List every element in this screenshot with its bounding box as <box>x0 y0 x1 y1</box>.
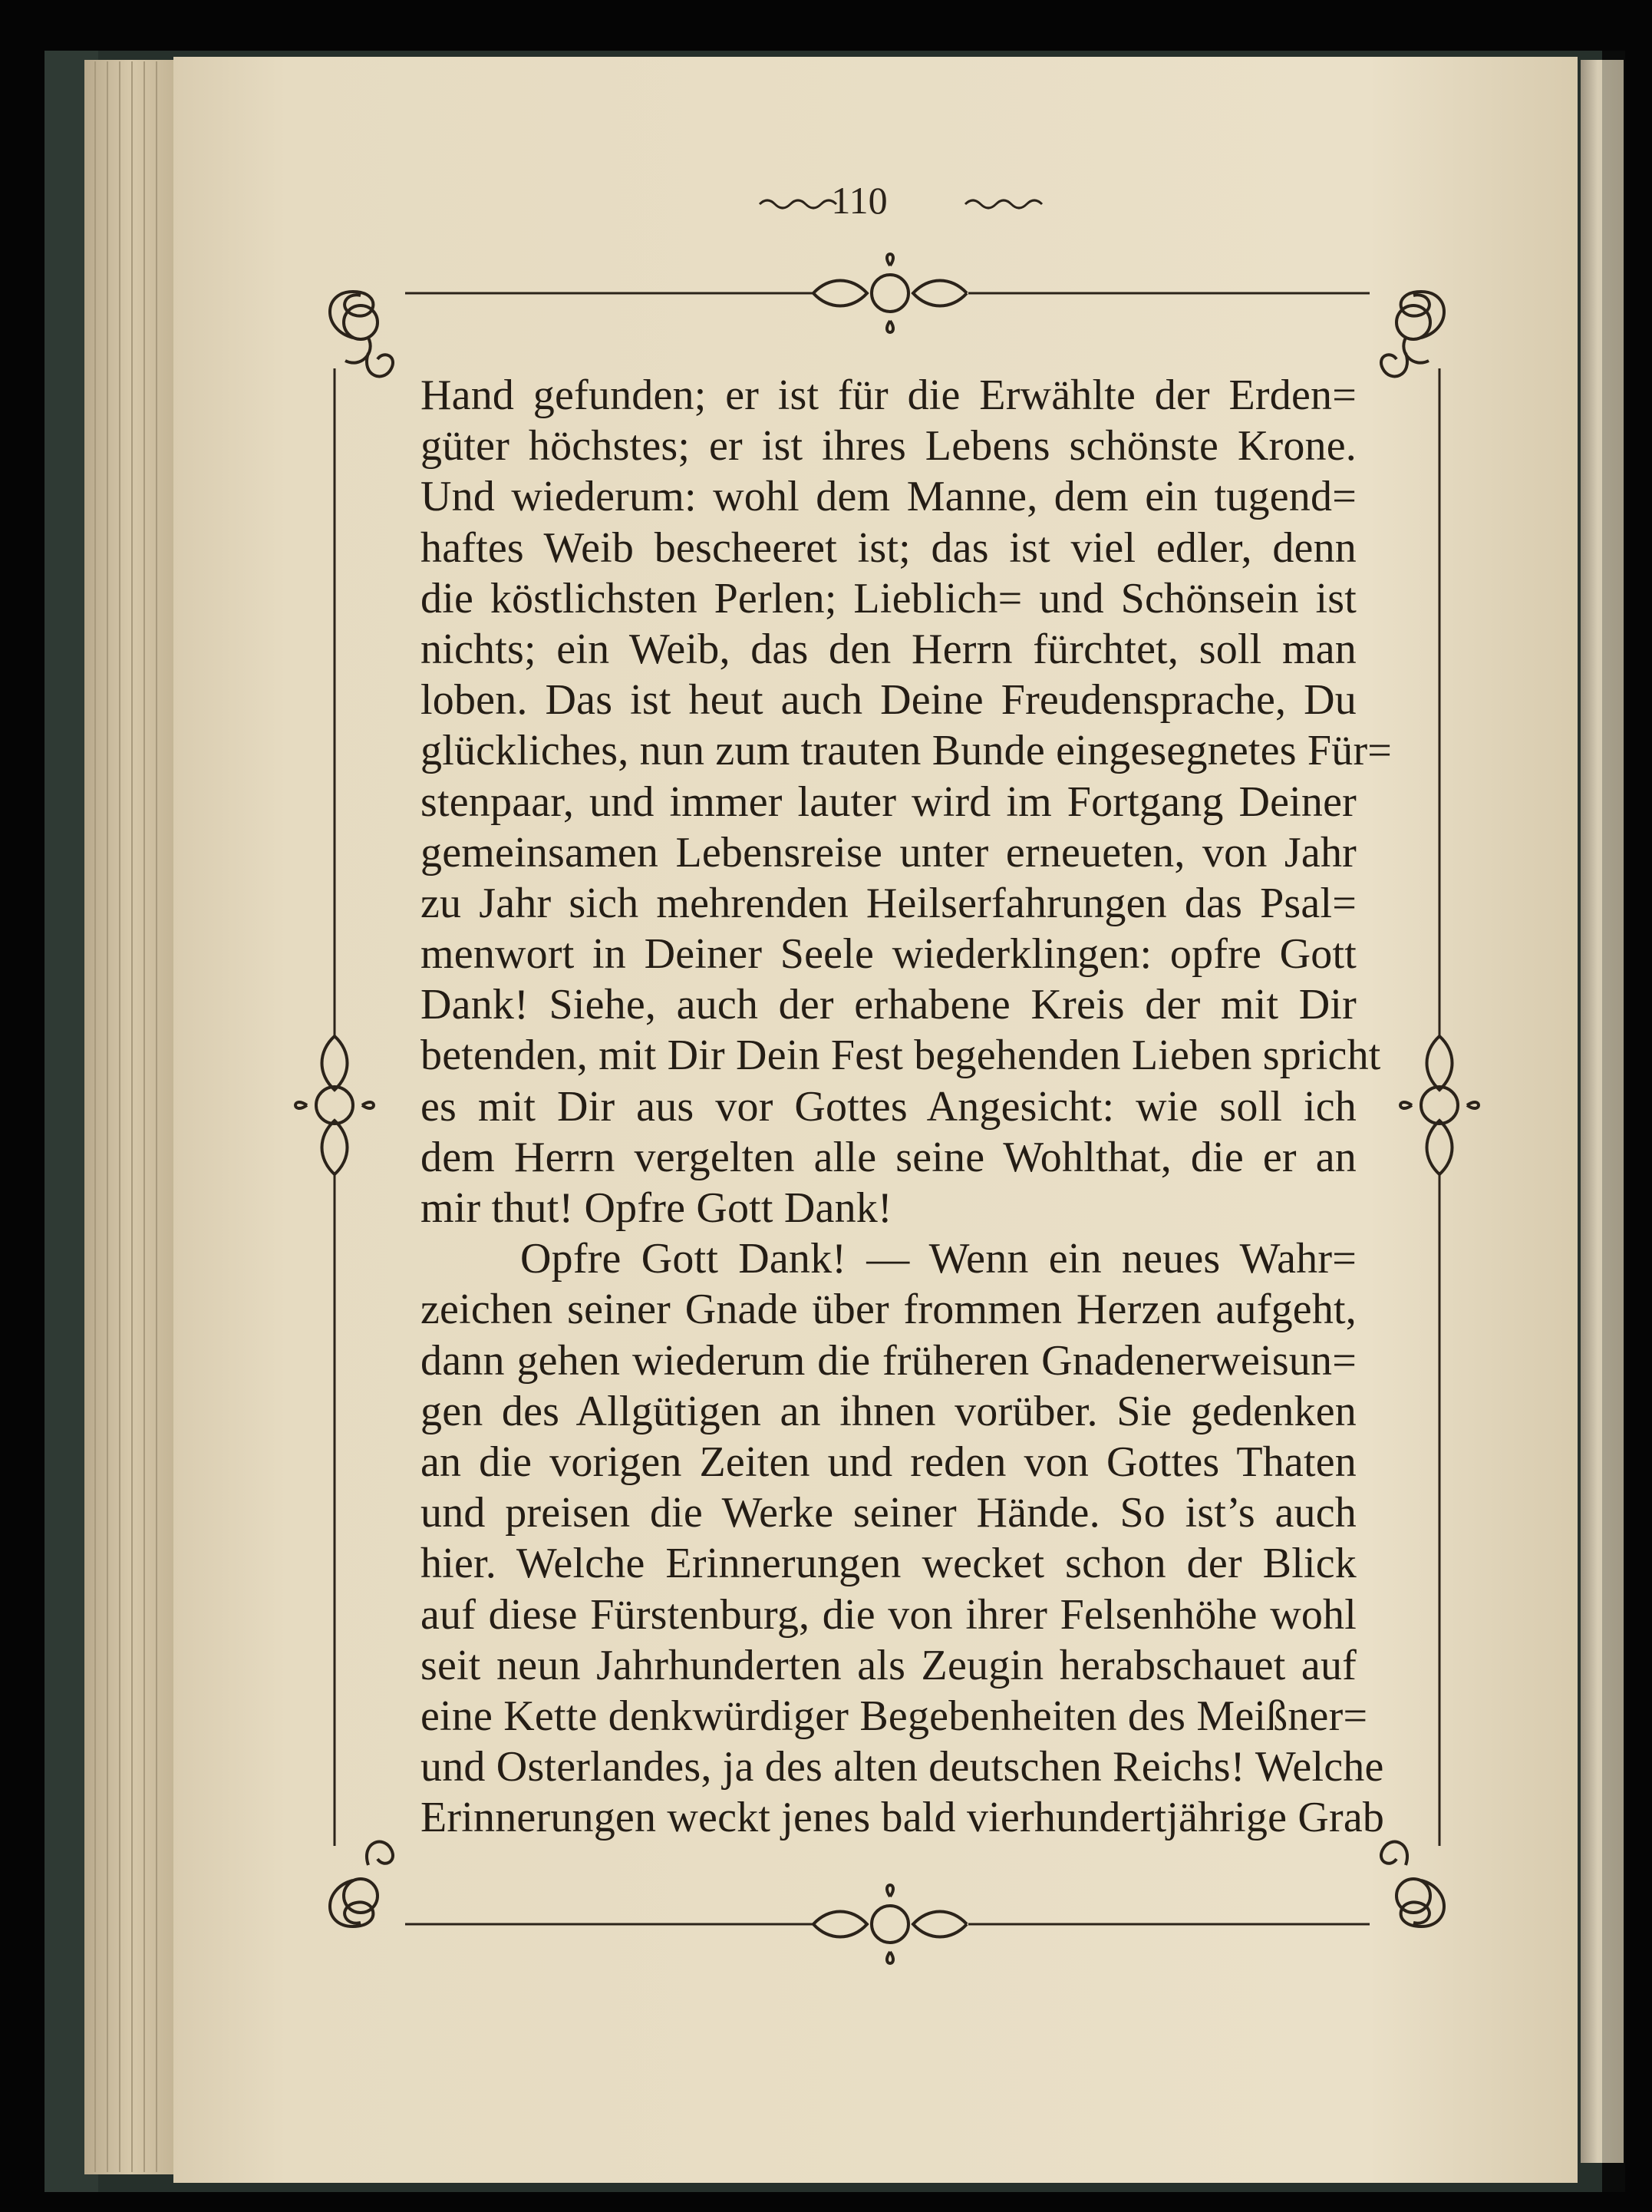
text-line: gemeinsamen Lebensreise unter erneueten, von Jahr <box>420 828 1357 877</box>
text-line: und Osterlandes, ja des alten deutschen Reichs! Welche <box>420 1743 1384 1791</box>
text-line: Erinnerungen weckt jenes bald vierhundertjährige Grab <box>420 1794 1385 1842</box>
text-line: eine Kette denkwürdiger Begebenheiten des Meißner= <box>420 1692 1368 1740</box>
text-line: Hand gefunden; er ist für die Erwählte der Erden= <box>420 371 1357 419</box>
text-line: und preisen die Werke seiner Hände. So ist’s auch <box>420 1489 1357 1537</box>
text-line: stenpaar, und immer lauter wird im Fortgang Deiner <box>420 778 1357 826</box>
text-line: gen des Allgütigen an ihnen vorüber. Sie gedenken <box>420 1387 1357 1435</box>
text-line: güter höchstes; er ist ihres Lebens schönste Krone. <box>420 422 1357 470</box>
page-edges <box>84 60 176 2174</box>
text-line: seit neun Jahrhunderten als Zeugin herabschauet auf <box>420 1641 1357 1689</box>
page-body-text <box>420 370 1393 1843</box>
page-number: 110 <box>831 179 888 222</box>
text-line: nichts; ein Weib, das den Herrn fürchtet, soll man <box>420 625 1357 673</box>
text-line: hier. Welche Erinnerungen wecket schon der Blick <box>420 1540 1357 1588</box>
text-line: die köstlichsten Perlen; Lieblich= und Schönsein ist <box>420 574 1357 622</box>
text-line: haftes Weib bescheeret ist; das ist viel edler, denn <box>420 523 1357 572</box>
text-line: menwort in Deiner Seele wiederklingen: opfre Gott <box>420 930 1357 979</box>
text-line: dem Herrn vergelten alle seine Wohlthat, die er an <box>420 1133 1357 1181</box>
text-line: Und wiederum: wohl dem Manne, dem ein tugend= <box>420 473 1357 521</box>
text-line: zu Jahr sich mehrenden Heilserfahrungen das Psal= <box>420 879 1357 927</box>
text-line: loben. Das ist heut auch Deine Freudensprache, Du <box>420 676 1357 725</box>
text-line: auf diese Fürstenburg, die von ihrer Felsenhöhe wohl <box>420 1590 1357 1639</box>
text-line: Dank! Siehe, auch der erhabene Kreis der mit Dir <box>420 981 1357 1029</box>
text-line: glückliches, nun zum trauten Bunde eingesegnetes Für= <box>420 727 1393 775</box>
text-line: zeichen seiner Gnade über frommen Herzen aufgeht, <box>420 1286 1357 1334</box>
text-line: dann gehen wiederum die früheren Gnadenerweisun= <box>420 1336 1357 1385</box>
text-line: betenden, mit Dir Dein Fest begehenden Lieben spricht <box>420 1032 1381 1080</box>
text-line: Opfre Gott Dank! — Wenn ein neues Wahr= <box>520 1235 1357 1283</box>
text-line: an die vorigen Zeiten und reden von Gottes Thaten <box>420 1438 1357 1486</box>
text-line: es mit Dir aus vor Gottes Angesicht: wie soll ich <box>420 1082 1357 1131</box>
text-line: mir thut! Opfre Gott Dank! <box>420 1184 892 1232</box>
